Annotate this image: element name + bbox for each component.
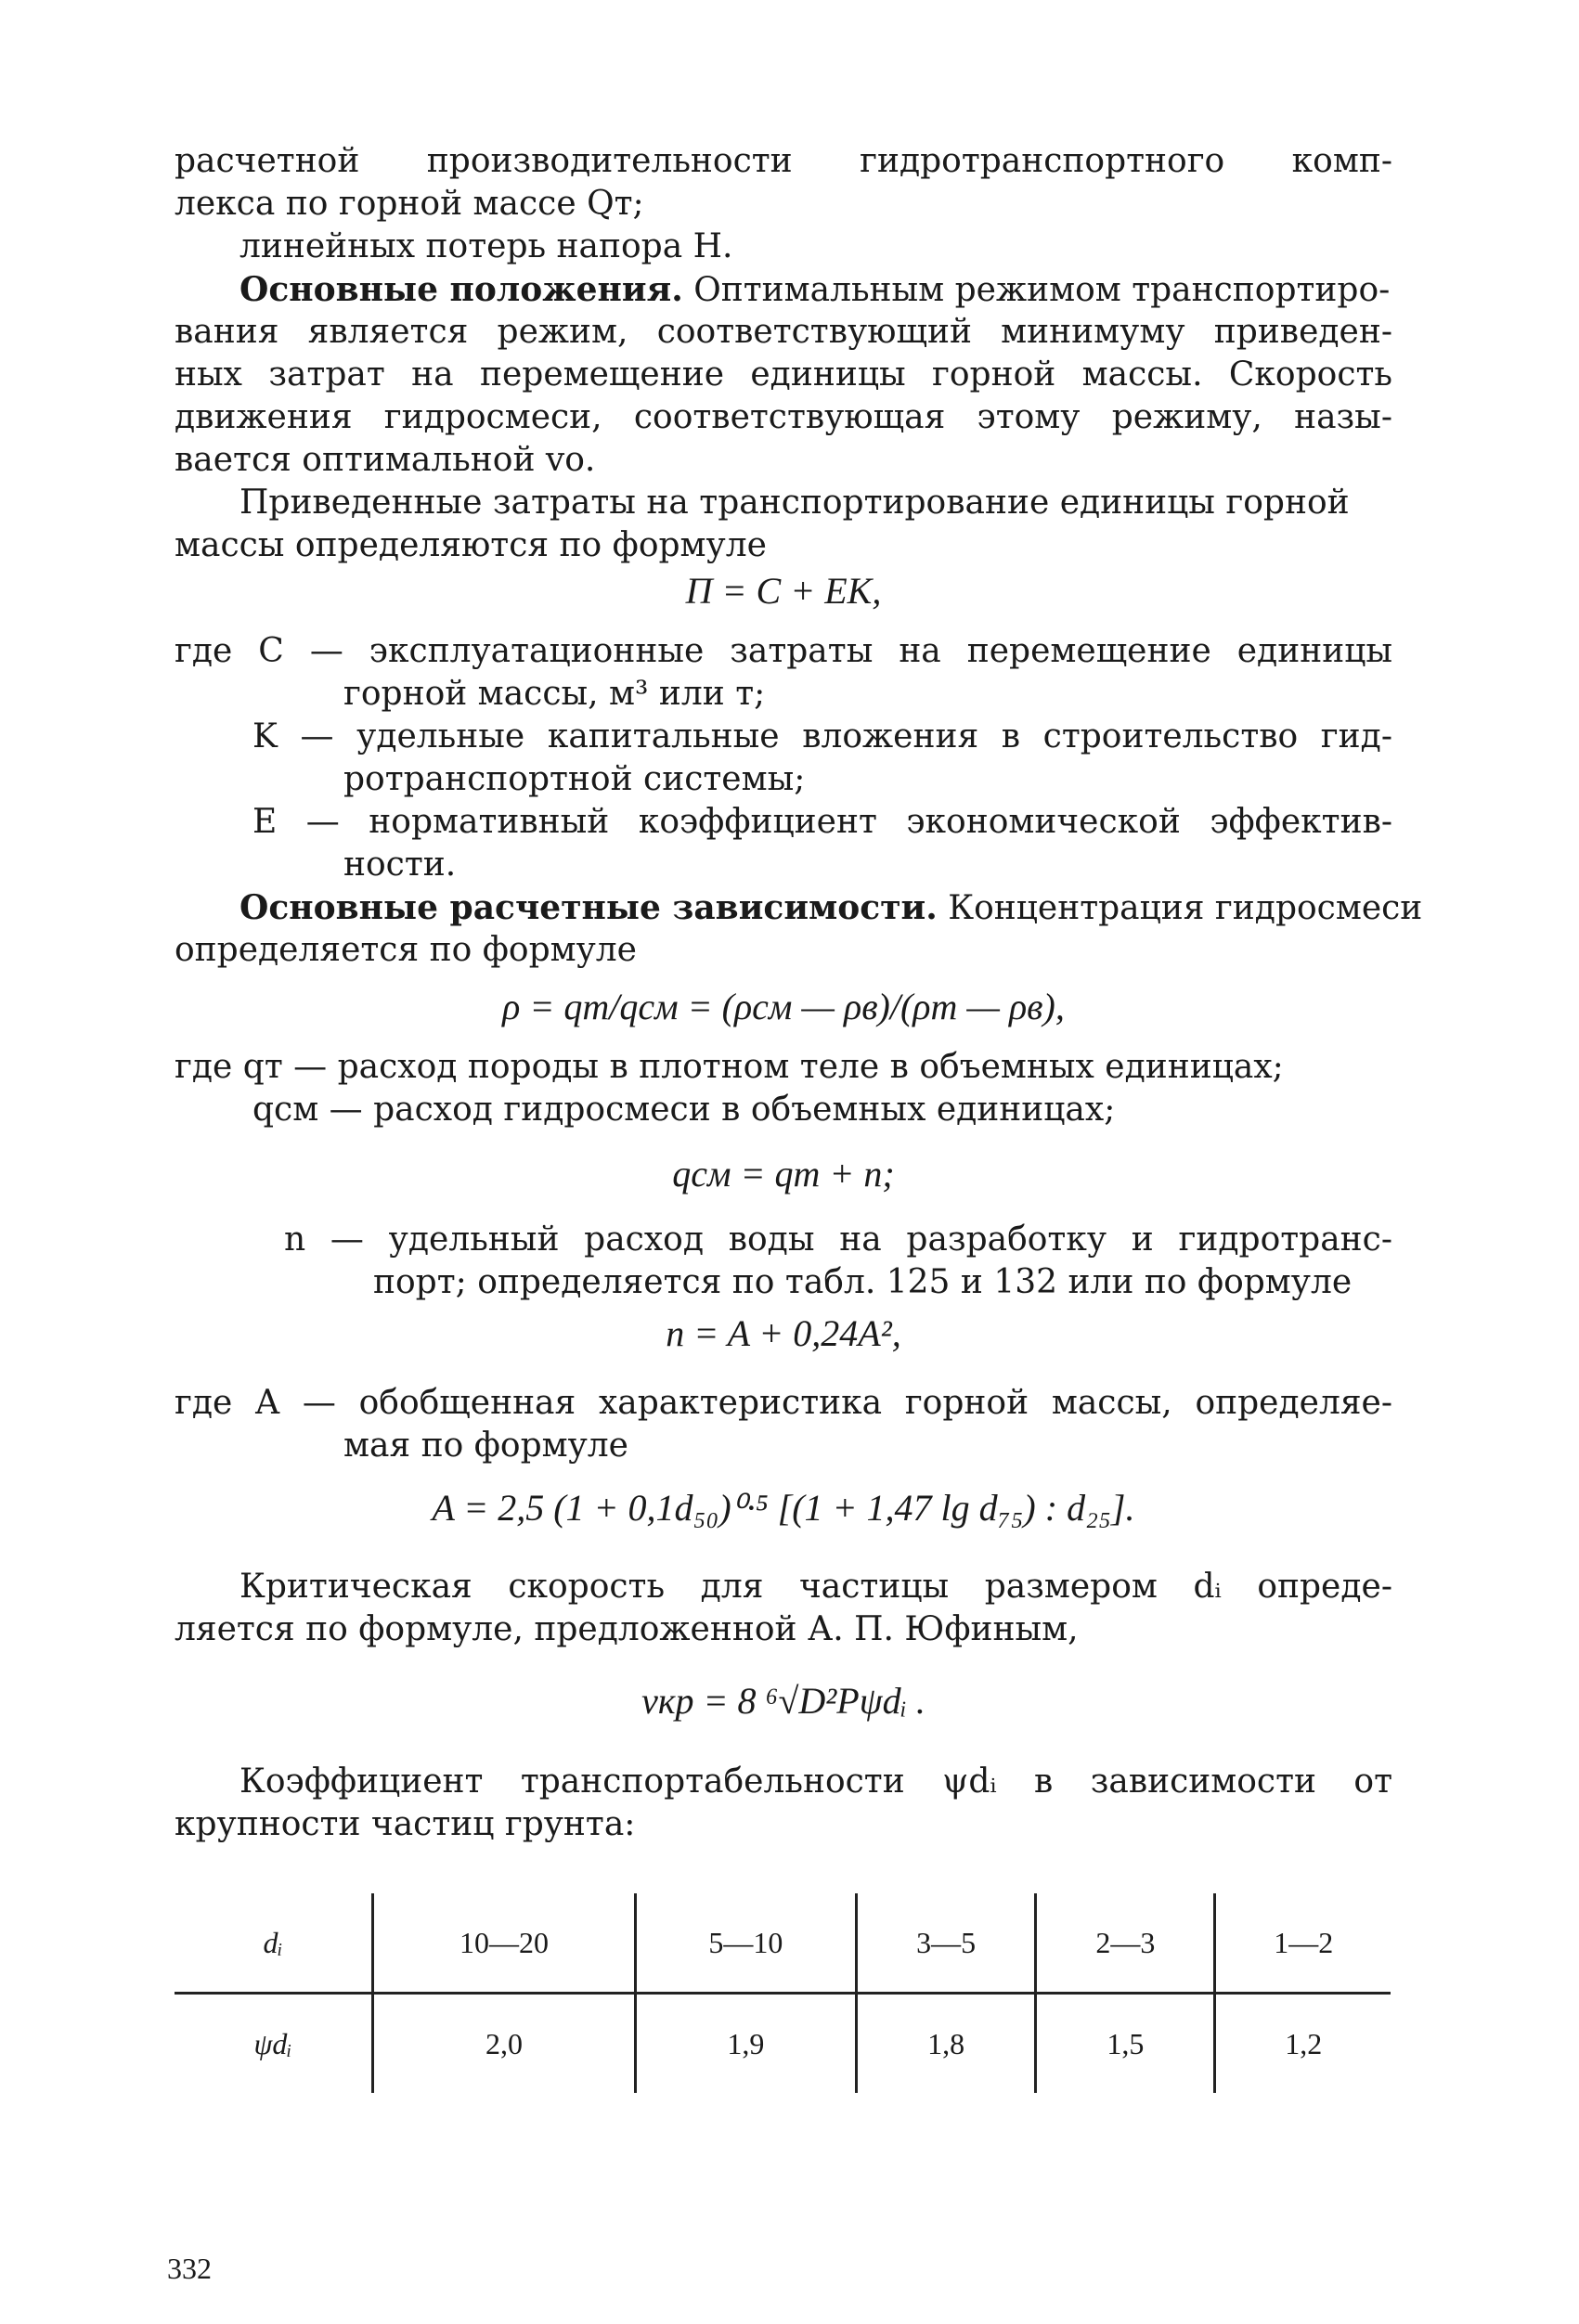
formula-concentration: ρ = qт/qсм = (ρсм — ρв)/(ρт — ρв), bbox=[502, 986, 1065, 1027]
text-line: определяется по формуле bbox=[175, 931, 637, 969]
text-line: ротранспортной системы; bbox=[343, 760, 806, 798]
text-line: лекса по горной массе Qт; bbox=[175, 185, 644, 223]
table-cell: 1,2 bbox=[1215, 1994, 1391, 2094]
text-line: мая по формуле bbox=[343, 1427, 628, 1465]
formula-costs: П = C + EK, bbox=[685, 570, 882, 612]
formula-a: A = 2,5 (1 + 0,1d₅₀)⁰·⁵ [(1 + 1,47 lg d₇₅) : d₂₅]. bbox=[432, 1487, 1135, 1529]
text-line: порт; определяется по табл. 125 и 132 или по формуле bbox=[373, 1263, 1353, 1301]
text-line: ных затрат на перемещение единицы горной массы. Скорость bbox=[175, 355, 1392, 394]
text-line: вается оптимальной vо. bbox=[175, 441, 596, 479]
text-span: Оптимальным режимом транспортиро- bbox=[693, 271, 1391, 309]
table-cell: 10—20 bbox=[373, 1893, 636, 1994]
table-cell: 2—3 bbox=[1036, 1893, 1215, 1994]
text-line: движения гидросмеси, соответствующая этому режиму, назы- bbox=[175, 398, 1392, 436]
text-line: массы определяются по формуле bbox=[175, 526, 767, 564]
table-cell: 1,9 bbox=[635, 1994, 856, 2094]
row-label-d: dᵢ bbox=[175, 1893, 373, 1994]
table-row bbox=[175, 1994, 1391, 2094]
table-cell: 1—2 bbox=[1215, 1893, 1391, 1994]
formula-qsm: qсм = qт + n; bbox=[672, 1153, 895, 1194]
text-line: Критическая скорость для частицы размером dᵢ опреде- bbox=[239, 1568, 1392, 1606]
transportability-table bbox=[175, 1893, 1391, 2093]
text-line: крупности частиц грунта: bbox=[175, 1805, 636, 1843]
table-cell: 1,8 bbox=[856, 1994, 1035, 2094]
section-heading: Основные расчетные зависимости. bbox=[239, 888, 938, 927]
text-line: ляется по формуле, предложенной А. П. Юфиным, bbox=[175, 1610, 1079, 1648]
text-span: Концентрация гидросмеси bbox=[948, 889, 1423, 927]
text-line: горной массы, м³ или т; bbox=[343, 675, 766, 713]
definition-a: где A — обобщенная характеристика горной массы, определяе- bbox=[175, 1384, 1392, 1422]
table-cell: 1,5 bbox=[1036, 1994, 1215, 2094]
paragraph-first-line bbox=[239, 269, 1390, 311]
table-cell: 2,0 bbox=[373, 1994, 636, 2094]
formula-n: n = A + 0,24A², bbox=[666, 1312, 901, 1354]
table-cell: 5—10 bbox=[635, 1893, 856, 1994]
page-number: 332 bbox=[167, 2252, 212, 2285]
text-line: ности. bbox=[343, 846, 457, 884]
text-line: Приведенные затраты на транспортирование единицы горной bbox=[239, 484, 1350, 522]
definition-qt: где qт — расход породы в плотном теле в объемных единицах; bbox=[175, 1048, 1284, 1086]
text-line: вания является режим, соответствующий минимуму приведен- bbox=[175, 313, 1392, 351]
paragraph-first-line bbox=[239, 887, 1422, 929]
definition-e: E — нормативный коэффициент экономической эффектив- bbox=[252, 803, 1392, 841]
definition-qsm: qсм — расход гидросмеси в объемных единицах; bbox=[252, 1091, 1116, 1129]
row-label-psi: ψdᵢ bbox=[253, 2026, 292, 2060]
definition-k: K — удельные капитальные вложения в строительство гид- bbox=[252, 717, 1392, 755]
table-row bbox=[175, 1893, 1391, 1994]
text-line: линейных потерь напора H. bbox=[239, 227, 733, 265]
section-heading: Основные положения. bbox=[239, 270, 683, 309]
definition-c: где C — эксплуатационные затраты на перемещение единицы bbox=[175, 632, 1392, 670]
text-line: расчетной производительности гидротранспортного комп- bbox=[175, 142, 1392, 180]
text-line: Коэффициент транспортабельности ψdᵢ в зависимости от bbox=[239, 1762, 1392, 1801]
table-cell: 3—5 bbox=[856, 1893, 1035, 1994]
formula-critical-velocity: vкр = 8 ⁶√D²Pψdᵢ . bbox=[641, 1680, 925, 1722]
definition-n: n — удельный расход воды на разработку и гидротранс- bbox=[284, 1220, 1392, 1259]
